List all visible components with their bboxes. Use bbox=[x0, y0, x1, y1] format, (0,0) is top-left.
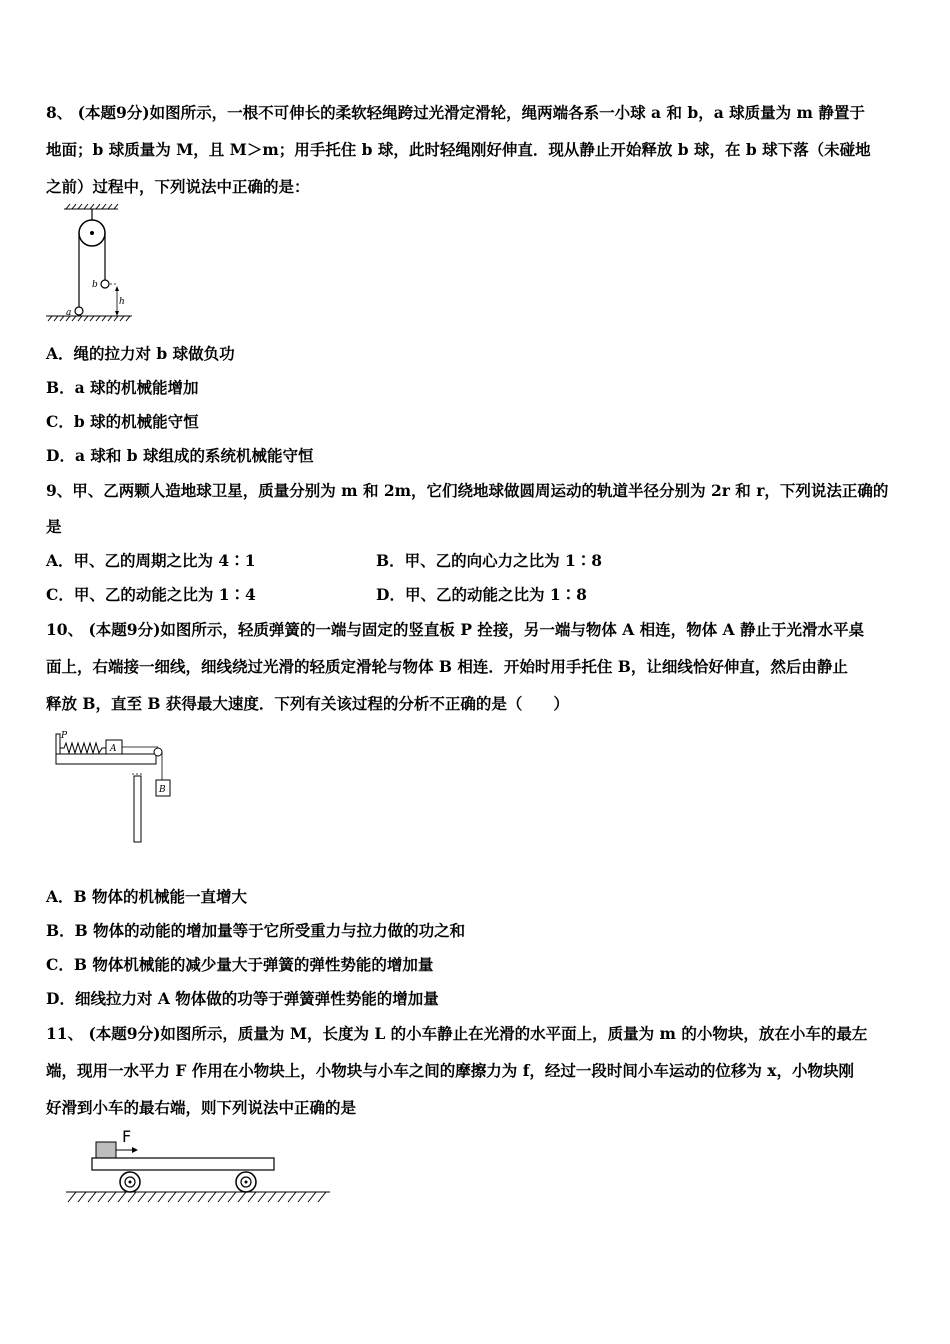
q8-pulley-figure bbox=[44, 203, 134, 325]
q9-option-d: D．甲、乙的动能之比为 1∶8 bbox=[376, 585, 587, 604]
q11-stem-line-1: 11、 (本题9分)如图所示，质量为 M，长度为 L 的小车静止在光滑的水平面上，质量为 m 的小物块，放在小车的最左 bbox=[46, 1024, 868, 1043]
label-p: P bbox=[61, 731, 68, 741]
q8-stem-line-1: 8、 (本题9分)如图所示，一根不可伸长的柔软轻绳跨过光滑定滑轮，绳两端各系一小球 a 和 b，a 球质量为 m 静置于 bbox=[46, 103, 865, 122]
label-b: b bbox=[92, 280, 98, 290]
q9-stem-line-1: 9、甲、乙两颗人造地球卫星，质量分别为 m 和 2m，它们绕地球做圆周运动的轨道半径分别为 2r 和 r，下列说法正确的 bbox=[46, 481, 889, 500]
q10-stem-line-2: 面上，右端接一细线，细线绕过光滑的轻质定滑轮与物体 B 相连．开始时用手托住 B，让细线恰好伸直，然后由静止 bbox=[46, 657, 848, 676]
table-top bbox=[56, 754, 156, 764]
q10-stem-line-3: 释放 B，直至 B 获得最大速度．下列有关该过程的分析不正确的是（ ） bbox=[46, 694, 569, 713]
ceiling-hatch bbox=[64, 204, 118, 209]
label-h: h bbox=[119, 297, 125, 307]
label-f: F bbox=[122, 1127, 132, 1146]
q11-stem-line-3: 好滑到小车的最右端，则下列说法中正确的是 bbox=[46, 1098, 357, 1117]
q10-option-c: C．B 物体机械能的减少量大于弹簧的弹性势能的增加量 bbox=[46, 955, 434, 974]
q10-option-b: B．B 物体的动能的增加量等于它所受重力与拉力做的功之和 bbox=[46, 921, 466, 940]
spring bbox=[60, 743, 106, 753]
label-b: B bbox=[159, 785, 166, 795]
q9-option-a: A．甲、乙的周期之比为 4∶1 bbox=[46, 551, 256, 570]
q10-option-a: A．B 物体的机械能一直增大 bbox=[46, 887, 248, 906]
block-m bbox=[96, 1142, 116, 1158]
q8-option-b: B．a 球的机械能增加 bbox=[46, 378, 199, 397]
q8-option-a: A．绳的拉力对 b 球做负功 bbox=[46, 344, 235, 363]
q9-option-b: B．甲、乙的向心力之比为 1∶8 bbox=[376, 551, 603, 570]
table-leg bbox=[134, 776, 141, 842]
q10-option-d: D．细线拉力对 A 物体做的功等于弹簧弹性势能的增加量 bbox=[46, 989, 439, 1008]
q8-option-c: C．b 球的机械能守恒 bbox=[46, 412, 199, 431]
q9-option-c: C．甲、乙的动能之比为 1∶4 bbox=[46, 585, 256, 604]
q11-stem-line-2: 端，现用一水平力 F 作用在小物块上，小物块与小车之间的摩擦力为 f，经过一段时间小车运动的位移为 x，小物块刚 bbox=[46, 1061, 855, 1080]
q11-cart-figure bbox=[62, 1124, 334, 1214]
cart-board bbox=[92, 1158, 274, 1170]
label-a: A bbox=[110, 744, 117, 754]
label-a: a bbox=[66, 308, 72, 318]
pulley bbox=[154, 748, 162, 756]
q8-stem-line-2: 地面；b 球质量为 M，且 M＞m；用手托住 b 球，此时轻绳刚好伸直．现从静止开始释放 b 球，在 b 球下落（未碰地 bbox=[46, 140, 871, 159]
ball-b bbox=[101, 280, 109, 288]
ground-hatch bbox=[66, 1192, 330, 1202]
q8-option-d: D．a 球和 b 球组成的系统机械能守恒 bbox=[46, 446, 314, 465]
q10-stem-line-1: 10、 (本题9分)如图所示，轻质弹簧的一端与固定的竖直板 P 拴接，另一端与物体 A 相连，物体 A 静止于光滑水平桌 bbox=[46, 620, 865, 639]
q9-stem-line-2: 是 bbox=[46, 517, 62, 536]
ground-hatch bbox=[46, 316, 132, 321]
ball-a bbox=[75, 307, 83, 315]
q10-spring-figure bbox=[52, 728, 177, 846]
q8-stem-line-3: 之前）过程中，下列说法中正确的是： bbox=[46, 177, 310, 196]
